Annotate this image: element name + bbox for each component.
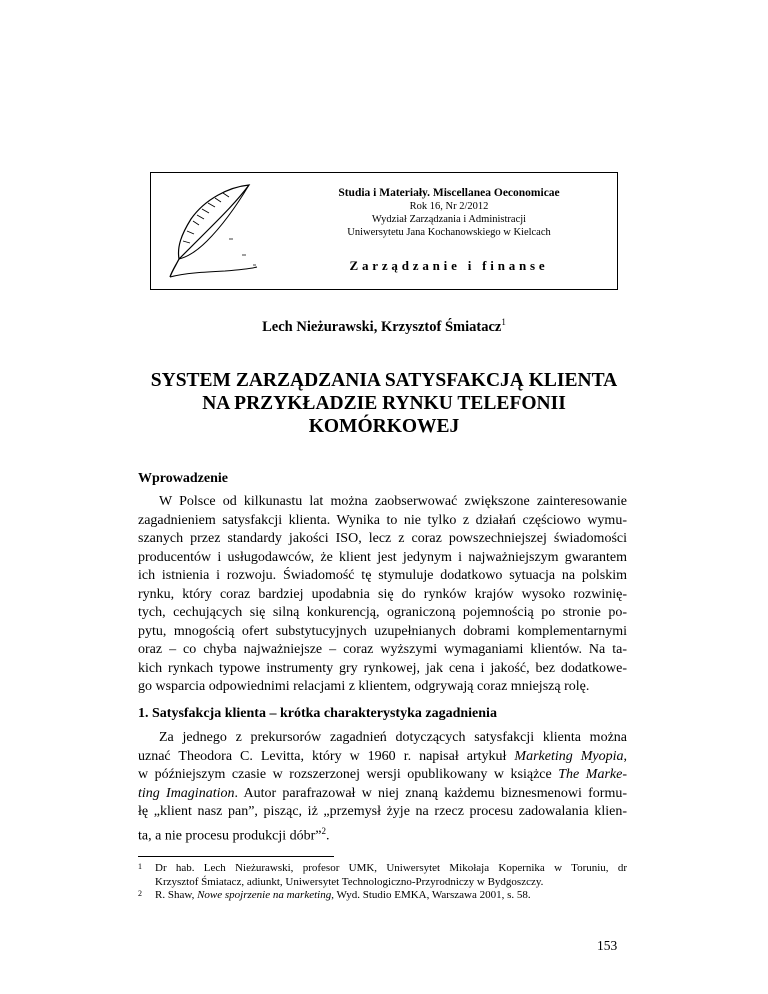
journal-info bbox=[291, 187, 607, 239]
text-line: kich rynkach typowe instrumenty gry rynkowej, jak cena i jakość, bez dodatkowe- bbox=[138, 660, 627, 676]
footnote-1 bbox=[138, 862, 627, 889]
journal-title: Studia i Materiały. Miscellanea Oeconomicae bbox=[338, 187, 560, 199]
footnote-line: Dr hab. Lech Nieżurawski, profesor UMK, Uniwersytet Mikołaja Kopernika w Toruniu, dr bbox=[155, 862, 627, 874]
page-number: 153 bbox=[597, 938, 618, 953]
text-line: go wsparcia odpowiednimi relacjami z klientem, odgrywają coraz mniejszą rolę. bbox=[138, 679, 590, 694]
text-line: ta, a nie procesu produkcji dóbr”$^2$. bbox=[138, 825, 330, 844]
article-title bbox=[100, 369, 668, 438]
footnote-divider bbox=[138, 856, 334, 857]
footnote-line: R. Shaw, Nowe spojrzenie na marketing, Wyd. Studio EMKA, Warszawa 2001, s. 58. bbox=[155, 889, 531, 901]
journal-issue: Rok 16, Nr 2/2012 bbox=[409, 201, 489, 212]
footnotes bbox=[138, 862, 627, 903]
intro-heading: Wprowadzenie bbox=[138, 471, 228, 486]
footnote-line: Krzysztof Śmiatacz, adiunkt, Uniwersytet Technologiczno-Przyrodniczy w Bydgoszczy. bbox=[155, 875, 544, 888]
text-line: rynku, który coraz bardziej upodabnia się do rynków krajów wysoko rozwinię- bbox=[138, 586, 627, 602]
section1-heading: 1. Satysfakcja klienta – krótka charakterystyka zagadnienia bbox=[138, 706, 497, 721]
text-line: zagadnieniem satysfakcji klienta. Wynika to nie tylko z działań częściowo wymu- bbox=[138, 512, 627, 528]
italic-title: The Marke- bbox=[558, 767, 627, 782]
text-line: szanych przez standardy jakości ISO, lecz z coraz powszechniejszej świadomości bbox=[138, 531, 627, 546]
text-line: W Polsce od kilkunastu lat można zaobserwować zwiększone zainteresowanie bbox=[159, 494, 627, 509]
text-line: producentów i usługodawców, że klient jest jedynym i najważniejszym gwarantem bbox=[138, 549, 627, 565]
footnote-number: 1 bbox=[138, 862, 142, 871]
text-line: Za jednego z prekursorów zagadnień dotyczących satysfakcji klienta można bbox=[159, 730, 627, 745]
authors-line bbox=[0, 317, 768, 336]
footnote-ref: 2 bbox=[321, 825, 326, 836]
italic-title: Marketing Myopia bbox=[514, 748, 624, 764]
text-line: w późniejszym czasie w rozszerzonej wersji opublikowany w książce The Marke- bbox=[138, 767, 627, 782]
intro-paragraph bbox=[138, 493, 627, 697]
authors: Lech Nieżurawski, Krzysztof Śmiatacz bbox=[262, 318, 502, 335]
quill-pen-icon bbox=[163, 181, 263, 285]
title-line: NA PRZYKŁADZIE RYNKU TELEFONII bbox=[202, 393, 566, 414]
text-line: pytu, mnogością ofert substytucyjnych uzupełnianych dobrami komplementarnymi bbox=[138, 623, 627, 639]
journal-header-box bbox=[150, 172, 618, 290]
footnote-2 bbox=[138, 889, 627, 903]
footnote-number: 2 bbox=[138, 889, 142, 898]
author-footnote-ref: 1 bbox=[501, 317, 506, 327]
text-line: tych, cechujących się silną konkurencją, ograniczoną pojemnością po stronie po- bbox=[138, 605, 627, 620]
italic-title: ting Imagination bbox=[138, 785, 235, 801]
section1-paragraph bbox=[138, 729, 627, 846]
section-label: Zarządzanie i finanse bbox=[349, 258, 549, 273]
text-line: ich istnienia i rozwoju. Świadomość tę stymuluje dodatkowo sytuacja na polskim bbox=[138, 568, 627, 583]
journal-faculty: Wydział Zarządzania i Administracji bbox=[371, 214, 527, 225]
text-line: oraz – co chyba najważniejsze – coraz wyższymi wymaganiami klientów. Na ta- bbox=[138, 642, 627, 657]
title-line: SYSTEM ZARZĄDZANIA SATYSFAKCJĄ KLIENTA bbox=[150, 370, 618, 391]
text-line: uznać Theodora C. Levitta, który w 1960 r. napisał artykuł Marketing Myopia, bbox=[138, 748, 627, 764]
journal-university: Uniwersytetu Jana Kochanowskiego w Kielcach bbox=[347, 227, 551, 238]
title-line: KOMÓRKOWEJ bbox=[308, 416, 460, 437]
text-line: ting Imagination. Autor parafrazował w niej znaną każdemu biznesmenowi formu- bbox=[138, 785, 627, 801]
text-line: łę „klient nasz pan”, pisząc, iż „przemysł żyje na rzecz procesu zadowalania klien- bbox=[138, 804, 627, 819]
